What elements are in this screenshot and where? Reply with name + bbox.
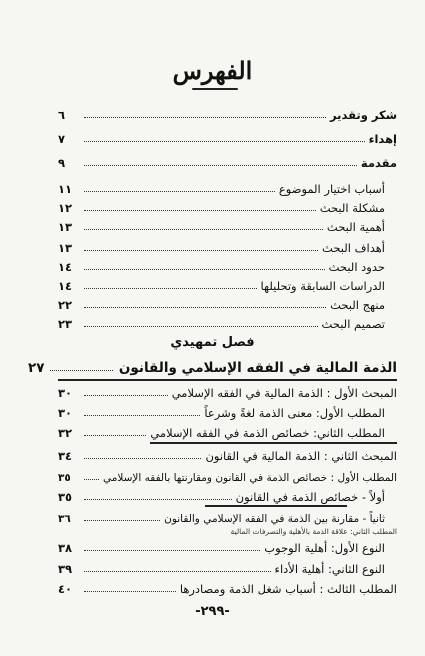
toc-row[interactable]: [58, 256, 385, 274]
section-page-number: ٢٧: [28, 360, 45, 376]
toc-row[interactable]: [58, 486, 385, 504]
toc-label: إهداء: [368, 132, 397, 146]
toc-label: المطلب الثالث : أسباب شغل الذمة ومصادرها: [179, 582, 397, 596]
toc-label: أهداف البحث: [322, 241, 385, 255]
toc-label: المبحث الأول : الذمة المالية في الفقه الإسلامي: [171, 386, 397, 400]
section-title-row[interactable]: [28, 356, 397, 376]
leader-dots: [84, 415, 200, 416]
toc-row[interactable]: [58, 578, 397, 596]
leader-dots: [84, 499, 232, 500]
toc-row[interactable]: [58, 128, 397, 146]
leader-dots: [84, 479, 99, 480]
toc-page-number: ٣٠: [58, 406, 73, 420]
toc-label: منهج البحث: [330, 298, 385, 312]
toc-page-number: ١٤: [58, 260, 73, 274]
leader-dots: [84, 520, 160, 521]
toc-label: المبحث الثاني : الذمة المالية في القانون: [205, 449, 397, 463]
toc-row[interactable]: [58, 313, 385, 331]
toc-page-number: ٣٤: [58, 449, 73, 463]
toc-row[interactable]: [58, 104, 397, 122]
small-note: المطلب الثاني: علاقة الذمة بالأهلية والتصرفات المالية: [230, 527, 397, 536]
toc-label: تصميم البحث: [321, 317, 385, 331]
leader-dots: [84, 191, 275, 192]
section-rule: [58, 379, 397, 381]
toc-row[interactable]: [58, 466, 397, 484]
leader-dots: [50, 370, 112, 371]
leader-dots: [84, 229, 323, 230]
toc-row[interactable]: [58, 537, 385, 555]
toc-page-number: ١٢: [58, 201, 73, 215]
toc-label: مقدمة: [360, 156, 397, 170]
toc-page-number: ١١: [58, 182, 73, 196]
page-number-footer: -٢٩٩-: [195, 604, 230, 619]
leader-dots: [84, 269, 325, 270]
toc-row[interactable]: [58, 237, 385, 255]
toc-page-number: ٤٠: [58, 582, 73, 596]
toc-label: أولاً - خصائص الذمة في القانون: [235, 490, 385, 504]
toc-label: شكر وتقدير: [329, 108, 397, 122]
toc-page-number: ٣٥: [58, 490, 73, 504]
toc-page-number: ٣٩: [58, 562, 73, 576]
toc-page-number: ٦: [58, 108, 66, 122]
leader-dots: [84, 165, 357, 166]
toc-page-number: ٢٣: [58, 317, 73, 331]
leader-dots: [84, 591, 176, 592]
toc-row[interactable]: [58, 152, 397, 170]
toc-page-number: ٣٠: [58, 386, 73, 400]
leader-dots: [84, 435, 146, 436]
toc-row[interactable]: [58, 445, 397, 463]
leader-dots: [84, 395, 168, 396]
toc-label: المطلب الثاني: خصائص الذمة في الفقه الإسلامي: [150, 426, 385, 440]
toc-row[interactable]: [58, 382, 397, 400]
leader-dots: [84, 141, 365, 142]
toc-label: ثانياً - مقارنة بين الذمة في الفقه الإسلامي والقانون: [164, 513, 385, 525]
toc-row[interactable]: [58, 402, 385, 420]
toc-page-number: ٣٥: [58, 472, 71, 484]
toc-page-number: ٣٦: [58, 513, 71, 525]
toc-label: النوع الثاني: أهلية الأداء: [274, 562, 385, 576]
toc-label: النوع الأول: أهلية الوجوب: [264, 541, 385, 555]
section-title: الذمة المالية في الفقه الإسلامي والقانون: [118, 360, 397, 376]
leader-dots: [84, 117, 326, 118]
toc-page-number: ٩: [58, 156, 66, 170]
toc-page-number: ٧: [58, 132, 66, 146]
toc-label: حدود البحث: [328, 260, 385, 274]
leader-dots: [84, 326, 318, 327]
leader-dots: [84, 550, 260, 551]
leader-dots: [84, 288, 257, 289]
toc-row[interactable]: [58, 197, 385, 215]
toc-page-number: ٣٨: [58, 541, 73, 555]
toc-page-number: ١٣: [58, 241, 73, 255]
toc-row[interactable]: [58, 507, 385, 525]
leader-dots: [84, 250, 318, 251]
toc-row[interactable]: [58, 275, 385, 293]
leader-dots: [84, 210, 316, 211]
toc-row[interactable]: [58, 216, 385, 234]
underline-rule: [150, 442, 397, 444]
toc-row[interactable]: [58, 558, 385, 576]
chapter-title: فصل تمهيدي: [170, 335, 255, 350]
toc-label: أسباب اختيار الموضوع: [278, 182, 385, 196]
toc-row[interactable]: [58, 422, 385, 440]
toc-label: المطلب الأول : خصائص الذمة في القانون ومقارنتها بالفقه الإسلامي: [102, 472, 397, 484]
toc-page-number: ٣٢: [58, 426, 73, 440]
toc-label: الدراسات السابقة وتحليلها: [260, 279, 385, 293]
page-title: الفهرس: [172, 56, 253, 85]
leader-dots: [84, 571, 271, 572]
toc-row[interactable]: [58, 178, 385, 196]
toc-page-number: ١٤: [58, 279, 73, 293]
toc-row[interactable]: [58, 294, 385, 312]
toc-label: أهمية البحث: [326, 220, 385, 234]
leader-dots: [84, 458, 201, 459]
toc-page-number: ٢٢: [58, 298, 73, 312]
toc-label: مشكلة البحث: [319, 201, 385, 215]
toc-label: المطلب الأول: معنى الذمة لغةً وشرعاً: [204, 406, 385, 420]
leader-dots: [84, 307, 326, 308]
toc-page-number: ١٣: [58, 220, 73, 234]
